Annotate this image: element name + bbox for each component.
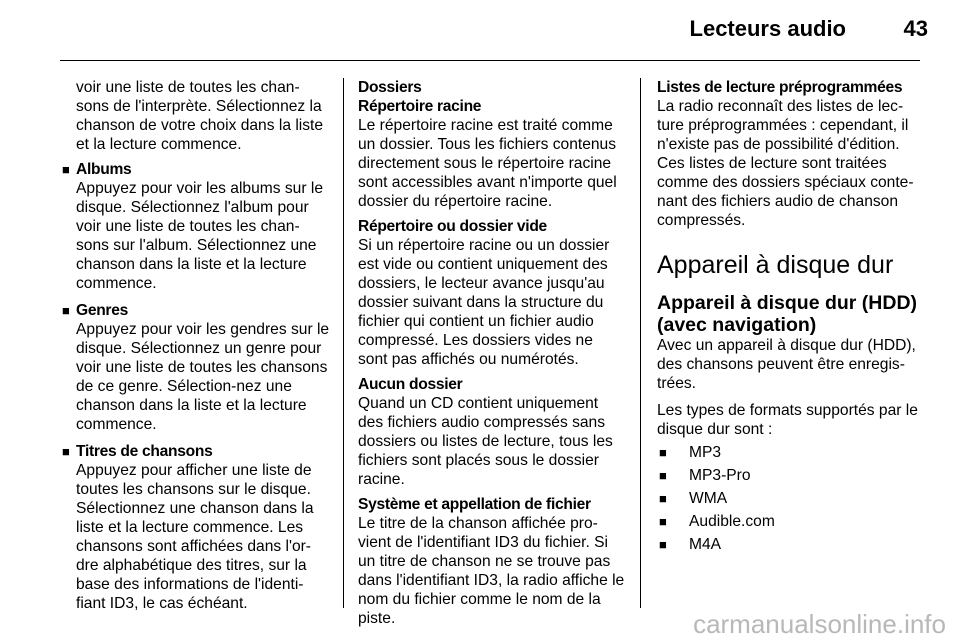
list-item-genres (62, 301, 330, 434)
subsection-heading: Système et appellation de fichier (358, 496, 591, 513)
header-rule (60, 60, 920, 61)
list-item: ■ M4A (657, 533, 925, 556)
bullet-square-icon: ■ (659, 445, 667, 460)
hdd-paragraph-2: Les types de formats supportés par le disque dur sont : (657, 402, 918, 438)
watermark: carmanualsonline.info (693, 609, 946, 639)
section-no-folder (358, 375, 626, 489)
playlist-text: La radio reconnaît des listes de lec-ture préprogrammées : cependant, il n'existe pas de possibilité d'édition. Ces listes de lecture sont traitées comme des dossiers spéciaux conte-nant des fichiers audio de chanson compressés. (657, 98, 914, 229)
list-item-label: Titres de chansons (76, 443, 213, 460)
column-divider (343, 78, 344, 608)
bullet-square-icon: ■ (62, 162, 70, 177)
column-divider (640, 78, 641, 608)
list-item-text: Appuyez pour voir les gendres sur le disque. Sélectionnez un genre pour voir une liste de toutes les chansons de ce genre. Sélection-nez une chanson dans la liste et la lecture commence. (76, 321, 330, 433)
list-item-label: Genres (76, 302, 128, 319)
list-item: ■ Audible.com (657, 510, 925, 533)
section-file-naming (358, 495, 626, 628)
subsection-text: Le répertoire racine est traité comme un dossier. Tous les fichiers contenus directement sous le répertoire racine sont accessibles avant n'importe quel dossier du répertoire racine. (358, 117, 617, 210)
section-empty-dir (358, 217, 626, 369)
list-item: ■ WMA (657, 487, 925, 510)
list-item-titres (62, 442, 330, 613)
list-item: ■ MP3-Pro (657, 464, 925, 487)
subsection-text: Le titre de la chanson affichée pro-vient de l'identifiant ID3 du fichier. Si un titre de chanson ne se trouve pas dans l'identifiant ID3, la radio affiche le nom du fichier comme le nom de la piste. (358, 515, 625, 627)
column-2 (358, 78, 626, 628)
section-root-dir (358, 97, 626, 211)
bullet-square-icon: ■ (659, 491, 667, 506)
bullet-square-icon: ■ (659, 468, 667, 483)
page-title: Lecteurs audio (689, 16, 846, 41)
bullet-square-icon: ■ (62, 444, 70, 459)
column-3 (657, 78, 925, 556)
subsection-heading: Aucun dossier (358, 376, 463, 393)
section-title-dossiers: Dossiers (358, 79, 422, 96)
list-item-text: Appuyez pour afficher une liste de toutes les chansons sur le disque. Sélectionnez une chanson dans la liste et la lecture commence. Les chansons sont affichées dans l'or-dre alphabétique des titres, sur la base des informations de l'identi-fiant ID3, le cas échéant. (76, 462, 314, 612)
list-item: ■ MP3 (657, 441, 925, 464)
subsection-heading: Répertoire ou dossier vide (358, 218, 547, 235)
list-item-text: Appuyez pour voir les albums sur le disque. Sélectionnez l'album pour voir une liste de toutes les chan-sons sur l'album. Sélectionnez une chanson dans la liste et la lecture commence. (76, 180, 324, 292)
playlist-heading: Listes de lecture préprogrammées (657, 79, 903, 96)
subsection-text: Si un répertoire racine ou un dossier est vide ou contient uniquement des dossiers, le lecteur avance jusqu'au dossier suivant dans la structure du fichier qui contient un fichier audio compressé. Les dossiers vides ne sont pas affichés ou numérotés. (358, 237, 610, 368)
bullet-square-icon: ■ (659, 514, 667, 529)
subsection-title-hdd: Appareil à disque dur (HDD) (avec navigation) (657, 292, 918, 336)
page-header (0, 0, 960, 56)
section-title-hdd: Appareil à disque dur (657, 251, 894, 279)
format-list (657, 441, 925, 556)
list-item-label: Albums (76, 161, 132, 178)
subsection-text: Quand un CD contient uniquement des fichiers audio compressés sans dossiers ou listes de lecture, tous les fichiers sont placés sous le dossier racine. (358, 395, 613, 488)
list-item-albums (62, 160, 330, 293)
page-number: 43 (903, 16, 928, 41)
hdd-paragraph-1: Avec un appareil à disque dur (HDD), des chansons peuvent être enregis-trées. (657, 337, 916, 392)
bullet-square-icon: ■ (659, 537, 667, 552)
bullet-square-icon: ■ (62, 303, 70, 318)
intro-paragraph: voir une liste de toutes les chan-sons de l'interprète. Sélectionnez la chanson de votre choix dans la liste et la lecture commence. (76, 79, 324, 153)
subsection-heading: Répertoire racine (358, 98, 482, 115)
column-1 (62, 78, 330, 613)
